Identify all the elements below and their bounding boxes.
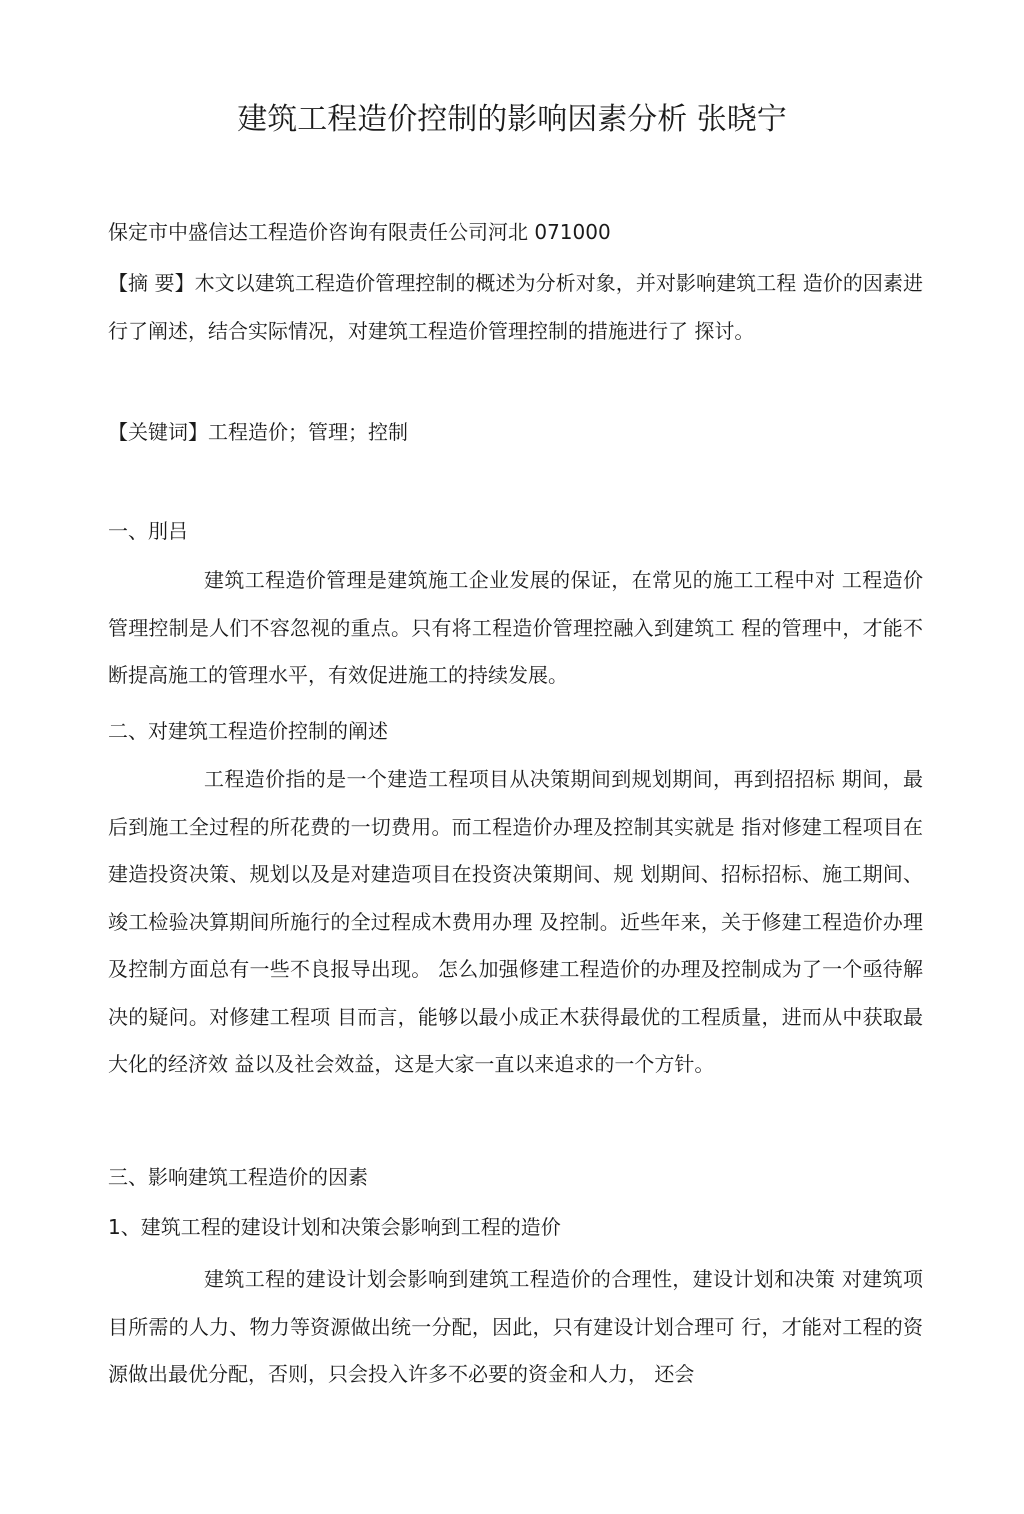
section-paragraph-2: 工程造价指的是一个建造工程项目从决策期间到规划期间，再到招招标 期间，最后到施工全过程的所花费的一切费用。而工程造价办理及控制其实就是 指对修建工程项目在建造投资决策、规划以及是对建造项目在投资决策期间、规 划期间、招标招标、施工期间、竣工检验决算期间所施行的全过程成木费用办理 及控制。近些年来，关于修建工程造价办理及控制方面总有一些不良报导出现。 怎么加强修建工程造价的办理及控制成为了一个亟待解决的疑问。对修建工程项 目而言，能够以最小成正木获得最优的工程质量，进而从中获取最大化的经济效 益以及社会效益，这是大家一直以来追求的一个方针。 [108,767,923,1076]
document-title: 建筑工程造价控制的影响因素分析 张晓宁 [237,102,787,137]
section-heading-3: 三、影响建筑工程造价的因素 [108,1165,368,1189]
abstract: 【摘 要】木文以建筑工程造价管理控制的概述为分析对象，并对影响建筑工程 造价的因素进行了阐述，结合实际情况，对建筑工程造价管理控制的措施进行了 探讨。 [108,271,923,343]
author-affiliation: 保定市中盛信达工程造价咨询有限责任公司河北 071000 [108,220,611,244]
section-paragraph-1: 建筑工程造价管理是建筑施工企业发展的保证，在常见的施工工程中对 工程造价管理控制是人们不容忽视的重点。只有将工程造价管理控融入到建筑工 程的管理中，才能不断提高施工的管理水平，有效促进施工的持续发展。 [108,568,923,687]
keywords: 【关键词】工程造价；管理；控制 [108,420,408,444]
section-paragraph-3: 建筑工程的建设计划会影响到建筑工程造价的合理性，建设计划和决策 对建筑项目所需的人力、物力等资源做出统一分配，因此，只有建设计划合理可 行，才能对工程的资源做出最优分配，否则，只会投入许多不必要的资金和人力， 还会 [108,1267,923,1386]
section-heading-1: 一、刖吕 [108,519,188,543]
section-subheading-3-1: 1、建筑工程的建设计划和决策会影响到工程的造价 [108,1215,561,1239]
section-heading-2: 二、对建筑工程造价控制的阐述 [108,719,388,743]
